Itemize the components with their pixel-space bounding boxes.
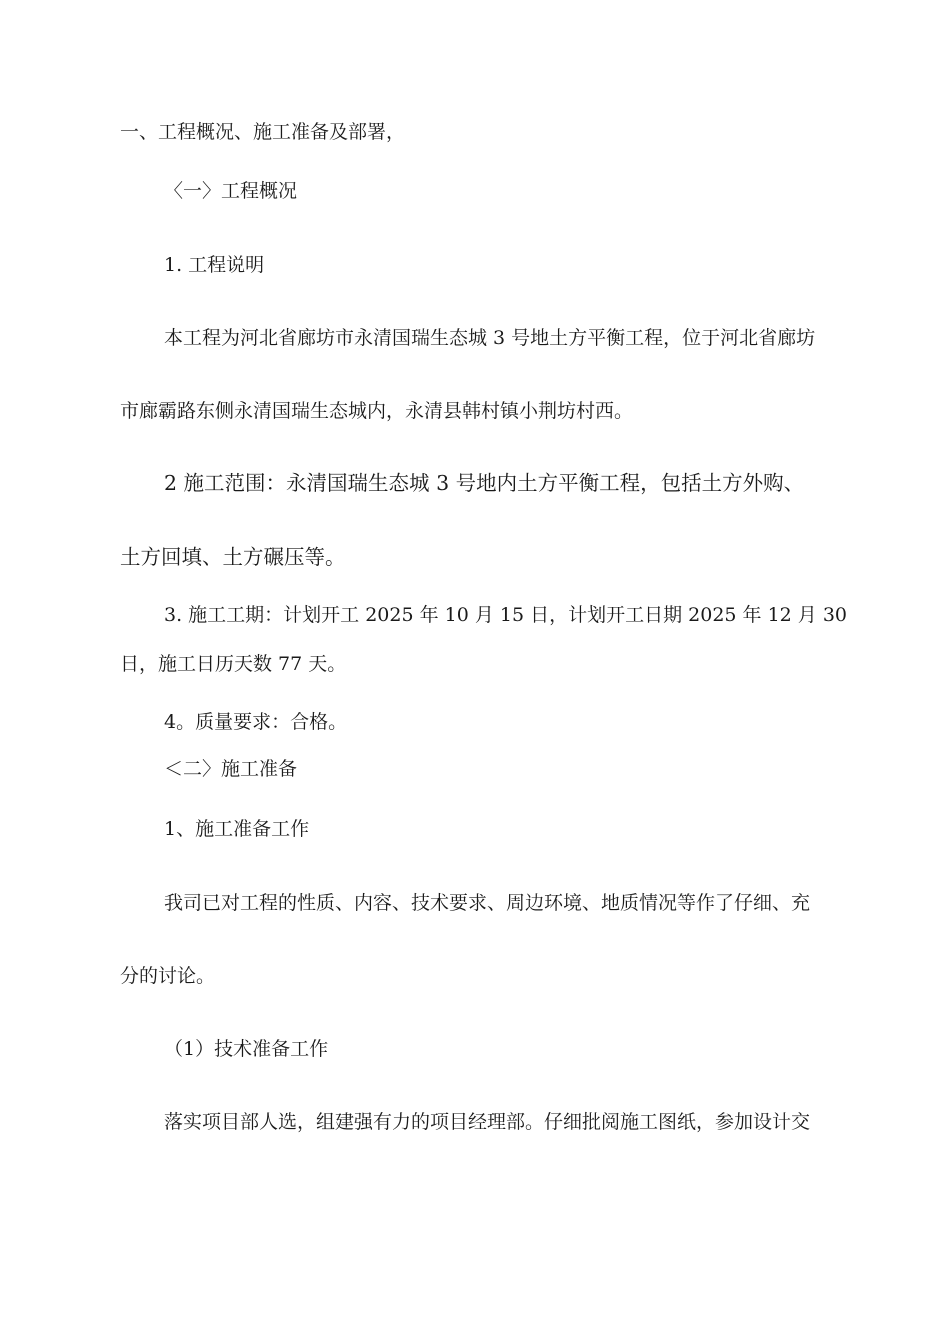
item3-line1: 3. 施工工期：计划开工 2025 年 10 月 15 日，计划开工日期 2025 年 12 月 30 [164, 604, 848, 626]
section2-title: ＜二〉施工准备 [164, 758, 298, 780]
item2-line2: 土方回填、土方碾压等。 [120, 545, 346, 569]
sub1-title: （1）技术准备工作 [164, 1038, 329, 1060]
section2-item1-title: 1、施工准备工作 [164, 818, 310, 840]
item2-line1: 2 施工范围：永清国瑞生态城 3 号地内土方平衡工程，包括土方外购、 [164, 471, 805, 495]
section1-title: 〈一〉工程概况 [164, 180, 298, 202]
item3-line2: 日，施工日历天数 77 天。 [120, 653, 347, 675]
section2-item1-body-line1: 我司已对工程的性质、内容、技术要求、周边环境、地质情况等作了仔细、充 [164, 892, 811, 914]
item1-title: 1. 工程说明 [164, 254, 265, 276]
item4: 4。质量要求：合格。 [164, 711, 348, 733]
sub1-body-line1: 落实项目部人选，组建强有力的项目经理部。仔细批阅施工图纸，参加设计交 [164, 1111, 811, 1133]
main-heading: 一、工程概况、施工准备及部署， [120, 121, 406, 143]
item1-body-line1: 本工程为河北省廊坊市永清国瑞生态城 3 号地土方平衡工程，位于河北省廊坊 [164, 327, 816, 349]
section2-item1-body-line2: 分的讨论。 [120, 965, 216, 987]
item1-body-line2: 市廊霸路东侧永清国瑞生态城内，永清县韩村镇小荆坊村西。 [120, 400, 634, 422]
